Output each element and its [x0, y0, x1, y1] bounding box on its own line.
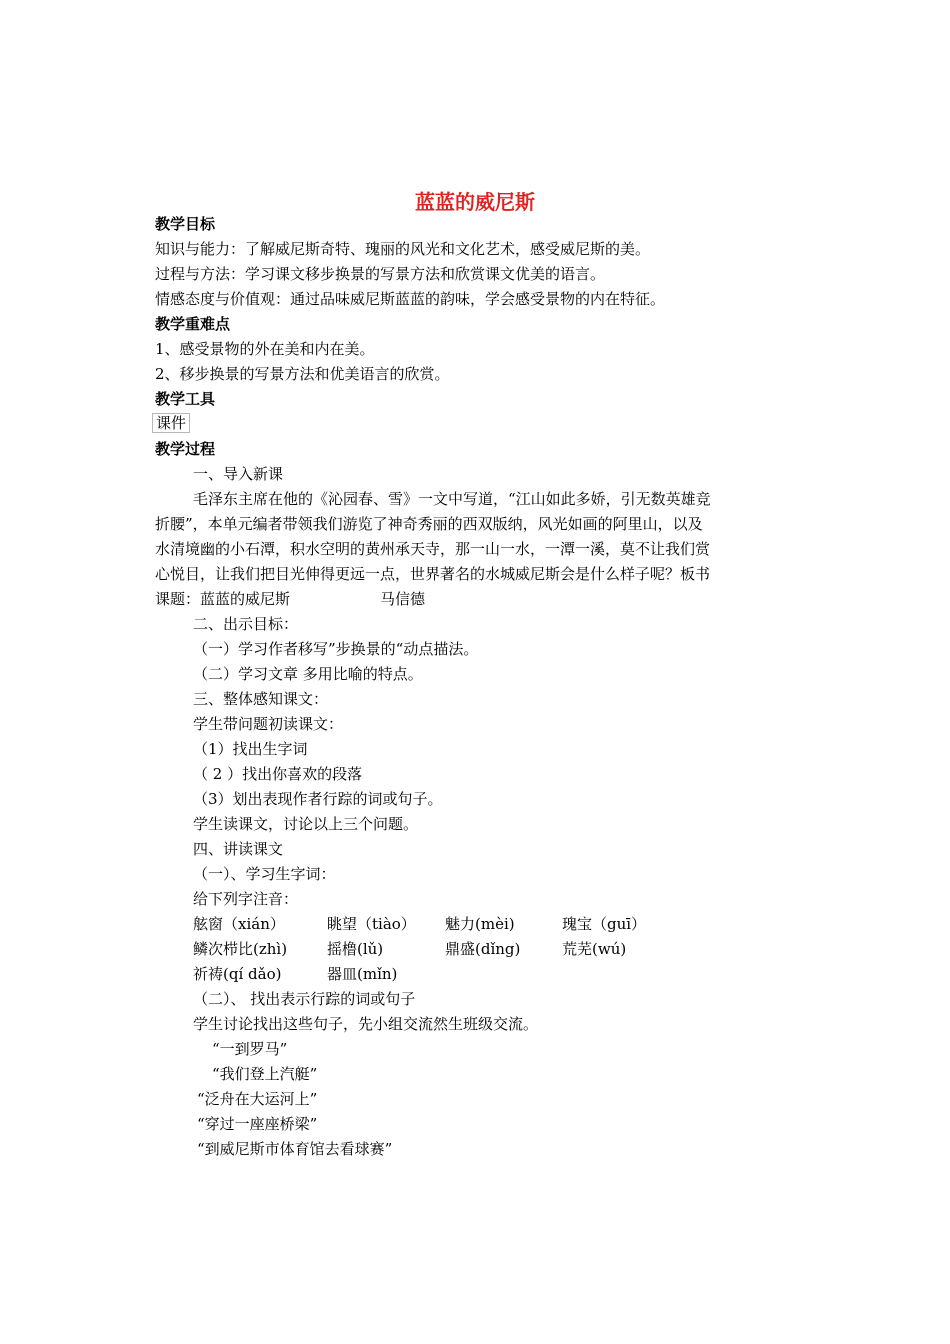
quote-item: “一到罗马” — [212, 1040, 288, 1058]
author-name: 马信德 — [380, 590, 426, 608]
heading-teaching-tools: 教学工具 — [155, 390, 216, 408]
trace-discussion: 学生讨论找出这些句子，先小组交流然生班级交流。 — [193, 1015, 539, 1033]
intro-paragraph-line: 折腰”，本单元编者带领我们游览了神奇秀丽的西双版纳，风光如画的阿里山，以及 — [155, 515, 703, 533]
pinyin-item: 魅力(mèi) — [445, 915, 515, 933]
quote-item: “泛舟在大运河上” — [197, 1090, 318, 1108]
pinyin-item: 器皿(mǐn) — [327, 965, 398, 983]
pinyin-item: 摇橹(lǔ) — [327, 940, 384, 958]
document-title: 蓝蓝的威尼斯 — [415, 190, 535, 214]
reading-discussion: 学生读课文，讨论以上三个问题。 — [193, 815, 419, 833]
goal-item-1: （一）学习作者移写”步换景的“动点描法。 — [193, 640, 479, 658]
quote-item: “我们登上汽艇” — [212, 1065, 318, 1083]
pinyin-item: 荒芜(wú) — [562, 940, 627, 958]
reading-task-intro: 学生带问题初读课文： — [193, 715, 344, 733]
intro-paragraph-last: 课题：蓝蓝的威尼斯 — [155, 590, 291, 608]
key-point-1: 1、感受景物的外在美和内在美。 — [155, 340, 375, 358]
pinyin-item: 舷窗（xián） — [193, 915, 285, 933]
quote-item: “穿过一座座桥梁” — [197, 1115, 318, 1133]
vocab-section: （一）、学习生字词： — [193, 865, 336, 883]
goal-item-2: （二）学习文章 多用比喻的特点。 — [193, 665, 423, 683]
pinyin-item: 眺望（tiào） — [327, 915, 416, 933]
tool-courseware: 课件 — [152, 413, 190, 433]
quote-item: “到威尼斯市体育馆去看球赛” — [197, 1140, 393, 1158]
intro-paragraph-line: 水清境幽的小石潭，积水空明的黄州承天寺，那一山一水，一潭一溪，莫不让我们赏 — [155, 540, 711, 558]
pinyin-item: 祈祷(qí dǎo) — [193, 965, 282, 983]
reading-task-2: （ 2 ）找出你喜欢的段落 — [193, 765, 363, 783]
tool-item — [152, 413, 190, 433]
goal-knowledge: 知识与能力：了解威尼斯奇特、瑰丽的风光和文化艺术，感受威尼斯的美。 — [155, 240, 651, 258]
step-3-heading: 三、整体感知课文： — [193, 690, 329, 708]
intro-paragraph-line: 毛泽东主席在他的《沁园春、雪》一文中写道，“江山如此多娇，引无数英雄竞 — [193, 490, 711, 508]
goal-process: 过程与方法：学习课文移步换景的写景方法和欣赏课文优美的语言。 — [155, 265, 606, 283]
heading-teaching-goals: 教学目标 — [155, 215, 216, 233]
goal-emotion: 情感态度与价值观：通过品味威尼斯蓝蓝的韵味，学会感受景物的内在特征。 — [155, 290, 666, 308]
reading-task-3: （3）划出表现作者行踪的词或句子。 — [193, 790, 443, 808]
intro-paragraph-line: 心悦目，让我们把目光伸得更远一点，世界著名的水城威尼斯会是什么样子呢？板书 — [155, 565, 711, 583]
step-1-heading: 一、导入新课 — [193, 465, 284, 483]
heading-key-points: 教学重难点 — [155, 315, 231, 333]
key-point-2: 2、移步换景的写景方法和优美语言的欣赏。 — [155, 365, 450, 383]
trace-section: （二）、 找出表示行踪的词或句子 — [193, 990, 416, 1008]
step-2-heading: 二、出示目标： — [193, 615, 299, 633]
pinyin-item: 鳞次栉比(zhì) — [193, 940, 288, 958]
step-4-heading: 四、讲读课文 — [193, 840, 284, 858]
reading-task-1: （1）找出生字词 — [193, 740, 308, 758]
pinyin-item: 鼎盛(dǐng) — [445, 940, 521, 958]
vocab-instruction: 给下列字注音： — [193, 890, 299, 908]
pinyin-item: 瑰宝（guī） — [562, 915, 647, 933]
heading-teaching-process: 教学过程 — [155, 440, 216, 458]
